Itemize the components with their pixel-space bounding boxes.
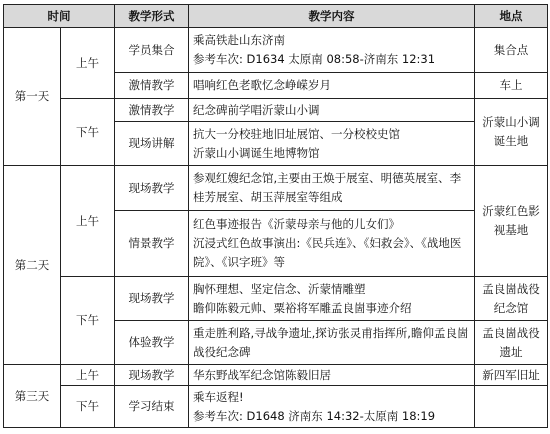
teaching-content <box>189 386 475 428</box>
teaching-form: 现场教学 <box>115 365 189 386</box>
teaching-form: 情景教学 <box>115 211 189 277</box>
location-line: 沂蒙山小调 <box>482 115 540 129</box>
teaching-content <box>189 277 475 321</box>
day-label: 第三天 <box>4 365 61 428</box>
teaching-content <box>189 166 475 211</box>
teaching-form: 体验教学 <box>115 321 189 365</box>
location-line: 遗址 <box>499 344 523 359</box>
table-row <box>4 277 548 321</box>
location: 集合点 <box>475 28 548 73</box>
period-label: 上午 <box>61 28 115 99</box>
content-line: 红色事迹报告《沂蒙母亲与他的儿女们》 <box>193 217 400 231</box>
teaching-form: 现场讲解 <box>115 122 189 166</box>
period-label: 上午 <box>61 166 115 277</box>
content-line: 抗大一分校驻地旧址展馆、一分校校史馆 <box>193 126 400 141</box>
header-location: 地点 <box>475 5 548 28</box>
teaching-form: 激情教学 <box>115 73 189 99</box>
teaching-content: 纪念碑前学唱沂蒙山小调 <box>189 99 475 122</box>
teaching-form: 学习结束 <box>115 386 189 428</box>
content-line: 乘车返程! <box>193 389 244 404</box>
teaching-form: 激情教学 <box>115 99 189 122</box>
teaching-content <box>189 211 475 277</box>
header-content: 教学内容 <box>189 5 475 28</box>
teaching-content <box>189 122 475 166</box>
schedule-table <box>3 4 548 428</box>
location-line: 孟良崮战役 <box>482 281 540 296</box>
location-line: 视基地 <box>493 223 529 237</box>
day-label: 第二天 <box>4 166 61 365</box>
location <box>475 99 548 166</box>
table-row <box>4 166 548 211</box>
period-label: 下午 <box>61 277 115 365</box>
location-line: 诞生地 <box>493 134 529 148</box>
header-row <box>4 5 548 28</box>
day-label: 第一天 <box>4 28 61 166</box>
header-form: 教学形式 <box>115 5 189 28</box>
teaching-content <box>189 28 475 73</box>
teaching-form: 现场教学 <box>115 166 189 211</box>
table-row <box>4 365 548 386</box>
content-line: 沂蒙山小调诞生地博物馆 <box>193 145 320 160</box>
teaching-form: 学员集合 <box>115 28 189 73</box>
content-line: 参考车次: D1634 太原南 08:58-济南东 12:31 <box>193 52 436 66</box>
location-line: 孟良崮战役 <box>482 325 540 340</box>
location-line: 沂蒙红色影 <box>482 204 540 218</box>
location: 新四军旧址 <box>475 365 548 386</box>
content-text: 重走胜利路,寻战争遗址,探访张灵甫指挥所,瞻仰孟良崮战役纪念碑 <box>193 325 469 359</box>
teaching-form: 现场教学 <box>115 277 189 321</box>
content-line: 参考车次: D1648 济南东 14:32-太原南 18:19 <box>193 408 436 423</box>
content-line: 沉浸式红色故事演出:《民兵连》、《妇救会》、《战地医院》、《识字班》等 <box>193 236 462 269</box>
teaching-content <box>189 321 475 365</box>
table-row <box>4 28 548 73</box>
period-label: 下午 <box>61 386 115 428</box>
teaching-content: 唱响红色老歌忆念峥嵘岁月 <box>189 73 475 99</box>
table-row <box>4 99 548 122</box>
location-line: 纪念馆 <box>493 300 529 315</box>
content-line: 瞻仰陈毅元帅、粟裕将军雕孟良崮事迹介绍 <box>193 300 412 315</box>
period-label: 上午 <box>61 365 115 386</box>
table-row <box>4 386 548 428</box>
content-line: 乘高铁赴山东济南 <box>193 33 285 47</box>
header-time: 时间 <box>4 5 115 28</box>
teaching-content: 华东野战军纪念馆陈毅旧居 <box>189 365 475 386</box>
location: 车上 <box>475 73 548 99</box>
content-line: 胸怀理想、坚定信念、沂蒙情雕塑 <box>193 281 366 296</box>
location <box>475 321 548 365</box>
location <box>475 386 548 428</box>
content-text: 参观红嫂纪念馆,主要由王焕于展室、明德英展室、李桂芳展室、胡玉萍展室等组成 <box>193 171 462 204</box>
location <box>475 277 548 321</box>
period-label: 下午 <box>61 99 115 166</box>
location <box>475 166 548 277</box>
